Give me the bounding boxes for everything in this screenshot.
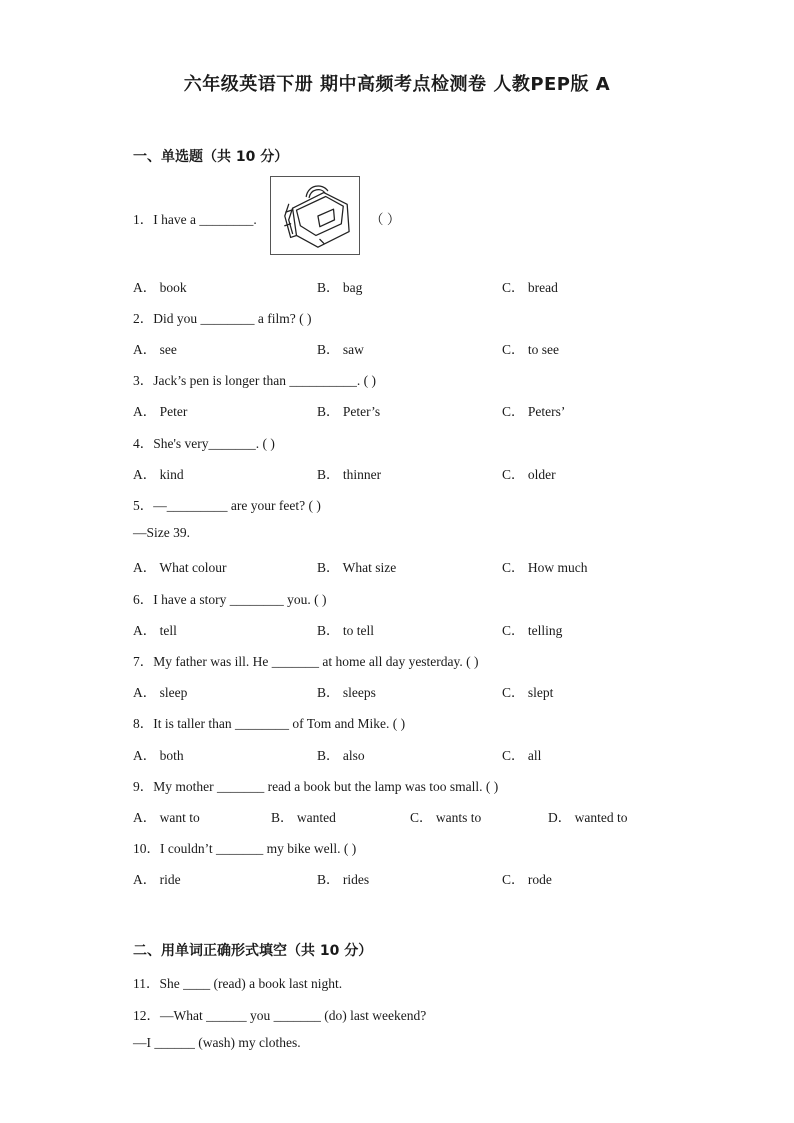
schoolbag-icon xyxy=(271,177,359,254)
option-b[interactable]: B． thinner xyxy=(317,467,382,482)
question-2-options xyxy=(133,338,693,358)
question-1-answer-parens: （ ） xyxy=(370,212,401,227)
question-4-stem: 4．She's very_______. ( ) xyxy=(133,436,275,451)
option-b[interactable]: B． to tell xyxy=(317,623,374,638)
option-c[interactable]: C． bread xyxy=(502,280,558,295)
option-a[interactable]: A． book xyxy=(133,280,187,295)
option-a[interactable]: A． Peter xyxy=(133,404,188,419)
question-5-response: —Size 39. xyxy=(133,525,190,540)
section-heading-single-choice: 一、单选题（共 10 分） xyxy=(133,149,289,165)
question-3-options xyxy=(133,400,693,420)
option-c[interactable]: C． Peters’ xyxy=(502,404,566,419)
question-11-stem: 11．She ____ (read) a book last night. xyxy=(133,976,343,991)
option-d[interactable]: D． wanted to xyxy=(548,810,628,825)
question-12-response: —I ______ (wash) my clothes. xyxy=(133,1035,301,1050)
question-9-options xyxy=(133,806,693,826)
question-8-stem: 8．It is taller than ________ of Tom and Mike. ( ) xyxy=(133,716,406,731)
question-5-stem: 5．—_________ are your feet? ( ) xyxy=(133,498,321,513)
option-a[interactable]: A． sleep xyxy=(133,685,188,700)
option-b[interactable]: B． rides xyxy=(317,872,370,887)
option-c[interactable]: C． older xyxy=(502,467,556,482)
option-c[interactable]: C． all xyxy=(502,748,542,763)
question-6-options xyxy=(133,619,693,639)
option-b[interactable]: B． bag xyxy=(317,280,363,295)
option-b[interactable]: B． saw xyxy=(317,342,364,357)
question-1-stem: 1．I have a ________. xyxy=(133,212,257,227)
option-c[interactable]: C． rode xyxy=(502,872,552,887)
question-10-stem: 10．I couldn’t _______ my bike well. ( ) xyxy=(133,841,357,856)
question-7-stem: 7．My father was ill. He _______ at home all day yesterday. ( ) xyxy=(133,654,479,669)
question-8-options xyxy=(133,744,693,764)
option-c[interactable]: C． How much xyxy=(502,560,588,575)
option-c[interactable]: C． telling xyxy=(502,623,563,638)
option-b[interactable]: B． sleeps xyxy=(317,685,376,700)
question-4-options xyxy=(133,463,693,483)
option-c[interactable]: C． wants to xyxy=(410,810,482,825)
option-a[interactable]: A． want to xyxy=(133,810,200,825)
question-6-stem: 6．I have a story ________ you. ( ) xyxy=(133,592,327,607)
option-b[interactable]: B． also xyxy=(317,748,365,763)
section-heading-fill-in: 二、用单词正确形式填空（共 10 分） xyxy=(133,943,373,959)
schoolbag-picture xyxy=(270,176,360,255)
option-a[interactable]: A． kind xyxy=(133,467,184,482)
option-c[interactable]: C． slept xyxy=(502,685,554,700)
question-5-options xyxy=(133,556,693,576)
option-a[interactable]: A． tell xyxy=(133,623,177,638)
option-a[interactable]: A． see xyxy=(133,342,177,357)
question-3-stem: 3．Jack’s pen is longer than __________. ( ) xyxy=(133,373,376,388)
question-9-stem: 9．My mother _______ read a book but the lamp was too small. ( ) xyxy=(133,779,499,794)
option-b[interactable]: B． What size xyxy=(317,560,397,575)
option-b[interactable]: B． Peter’s xyxy=(317,404,381,419)
option-a[interactable]: A． ride xyxy=(133,872,181,887)
page-title: 六年级英语下册 期中高频考点检测卷 人教PEP版 A xyxy=(183,74,611,95)
question-1-options xyxy=(133,276,693,296)
option-b[interactable]: B． wanted xyxy=(271,810,336,825)
question-12-stem: 12．—What ______ you _______ (do) last weekend? xyxy=(133,1008,427,1023)
question-2-stem: 2．Did you ________ a film? ( ) xyxy=(133,311,312,326)
question-7-options xyxy=(133,681,693,701)
option-a[interactable]: A． What colour xyxy=(133,560,227,575)
question-10-options xyxy=(133,868,693,888)
option-c[interactable]: C． to see xyxy=(502,342,559,357)
option-a[interactable]: A． both xyxy=(133,748,184,763)
